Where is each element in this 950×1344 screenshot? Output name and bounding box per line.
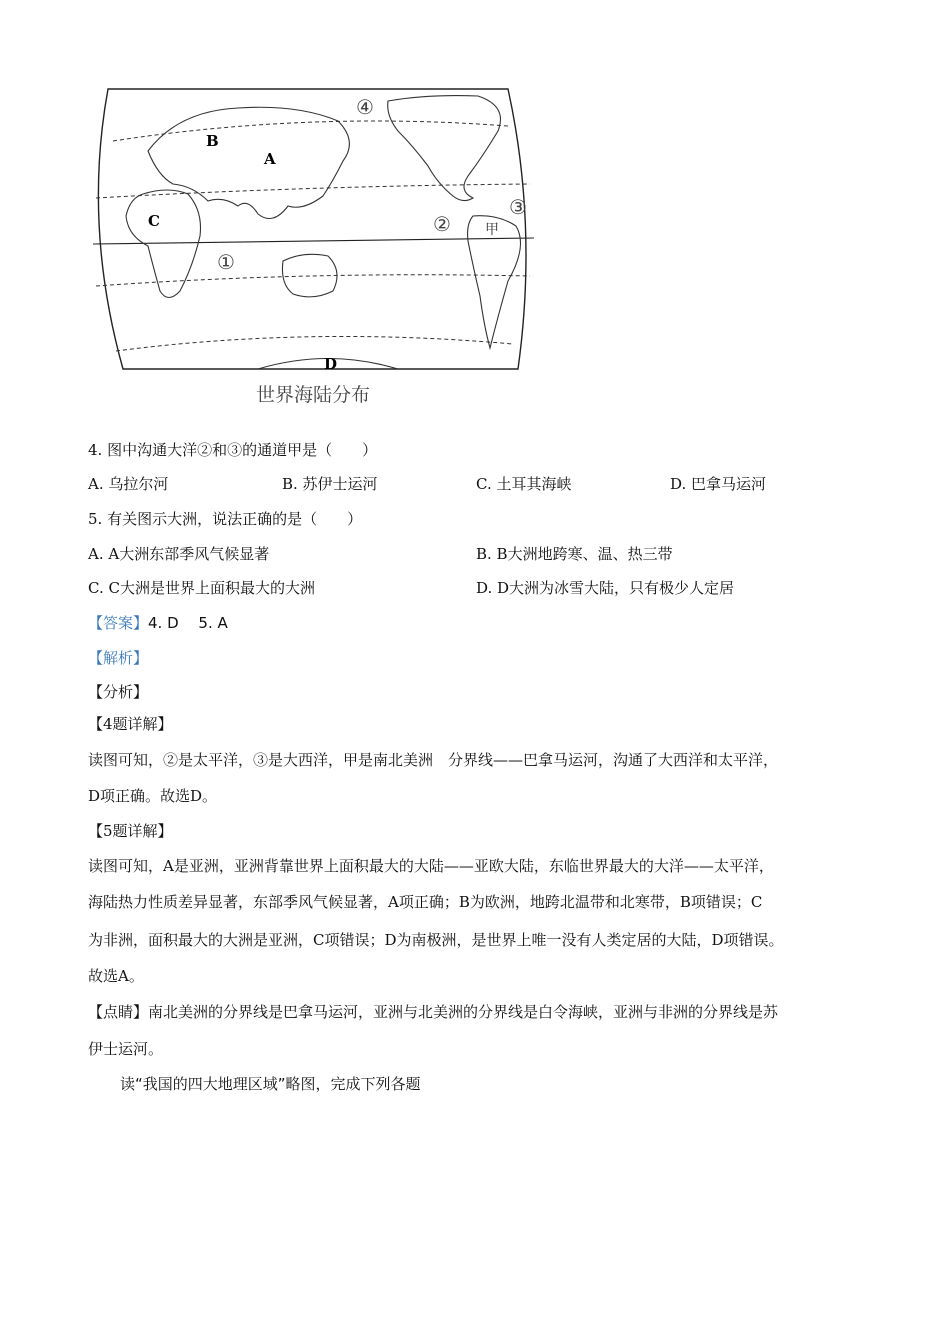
world-map-figure xyxy=(88,86,538,416)
label-C: C xyxy=(148,212,160,230)
antarctic-circle xyxy=(116,336,513,351)
answer-tag: 【答案】 xyxy=(88,614,149,632)
label-B: B xyxy=(206,132,219,150)
q4-detail-title: 【4题详解】 xyxy=(88,715,173,733)
tropic-of-capricorn xyxy=(96,275,530,286)
q4-stem: 4. 图中沟通大洋②和③的通道甲是（ ） xyxy=(88,441,378,459)
q4-option-b: B. 苏伊士运河 xyxy=(282,475,378,493)
eurasia-outline xyxy=(148,107,349,218)
q5-detail-title: 【5题详解】 xyxy=(88,822,173,840)
q5-option-c: C. C大洲是世界上面积最大的大洲 xyxy=(88,579,315,597)
q4-option-d: D. 巴拿马运河 xyxy=(670,475,767,493)
label-D: D xyxy=(324,355,338,373)
arctic-circle xyxy=(113,121,508,141)
q4-option-c: C. 土耳其海峡 xyxy=(476,475,572,493)
q4-detail-line-1: 读图可知，②是太平洋，③是大西洋，甲是南北美洲 分界线——巴拿马运河，沟通了大西洋和太平洋， xyxy=(88,751,779,769)
world-map xyxy=(88,86,538,376)
label-ocean-3: ③ xyxy=(509,195,527,219)
answer-text: 4. D 5. A xyxy=(148,614,228,632)
q5-stem: 5. 有关图示大洲，说法正确的是（ ） xyxy=(88,510,363,528)
label-ocean-4: ④ xyxy=(356,95,374,119)
map-caption: 世界海陆分布 xyxy=(255,384,370,406)
q5-option-a: A. A大洲东部季风气候显著 xyxy=(88,545,270,563)
label-ocean-1: ① xyxy=(217,250,235,274)
q5-detail-line-2: 海陆热力性质差异显著，东部季风气候显著，A项正确；B为欧洲，地跨北温带和北寒带，B项错误；C xyxy=(88,893,763,911)
label-jia: 甲 xyxy=(485,222,499,238)
q5-option-b: B. B大洲地跨寒、温、热三带 xyxy=(476,545,673,563)
answer-line xyxy=(88,613,228,633)
dianjing-line-1 xyxy=(88,1002,778,1022)
dianjing-text-1: 南北美洲的分界线是巴拿马运河，亚洲与北美洲的分界线是白令海峡，亚洲与非洲的分界线是苏 xyxy=(148,1003,779,1021)
fenxi-tag: 【分析】 xyxy=(88,683,149,701)
q5-option-d: D. D大洲为冰雪大陆，只有极少人定居 xyxy=(476,579,735,597)
q4-detail-line-2: D项正确。故选D。 xyxy=(88,787,218,805)
q5-detail-line-4: 故选A。 xyxy=(88,967,144,985)
q5-detail-line-3: 为非洲，面积最大的大洲是亚洲，C项错误；D为南极洲，是世界上唯一没有人类定居的大陆，D项错误。 xyxy=(88,931,784,949)
jiexi-tag: 【解析】 xyxy=(88,649,149,667)
label-ocean-2: ② xyxy=(433,212,451,236)
next-section-prompt: 读“我国的四大地理区域”略图，完成下列各题 xyxy=(120,1075,421,1093)
map-frame xyxy=(98,89,526,369)
q5-detail-line-1: 读图可知，A是亚洲，亚洲背靠世界上面积最大的大陆——亚欧大陆，东临世界最大的大洋——太平洋， xyxy=(88,857,774,875)
dianjing-tag: 【点睛】 xyxy=(88,1003,149,1021)
q4-option-a: A. 乌拉尔河 xyxy=(88,475,169,493)
label-A: A xyxy=(264,150,276,168)
dianjing-line-2: 伊士运河。 xyxy=(88,1040,164,1058)
